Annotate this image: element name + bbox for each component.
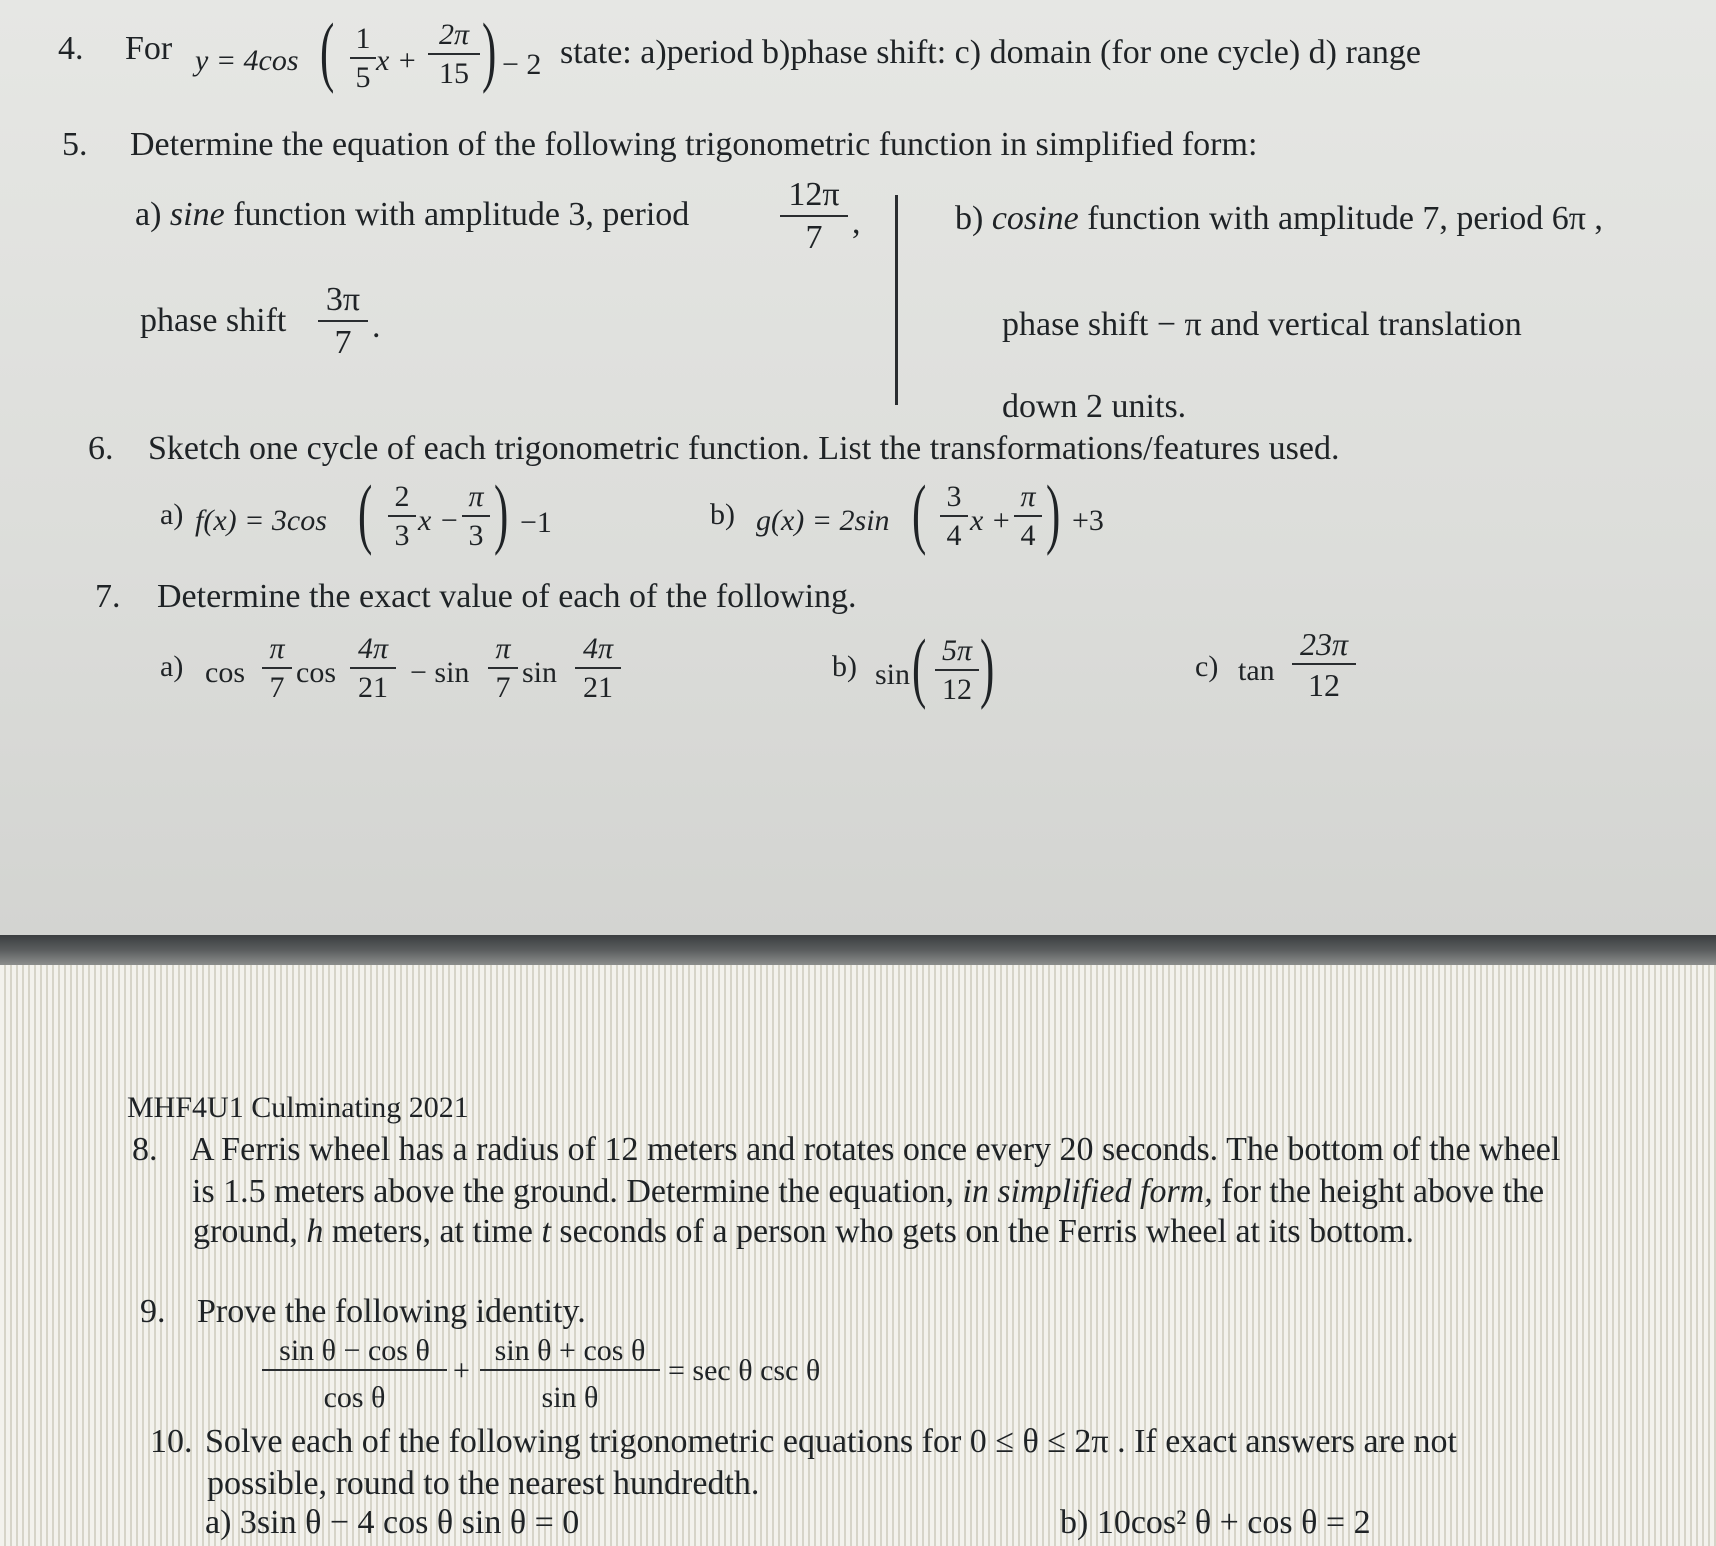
q10a-equation: a) 3sin θ − 4 cos θ sin θ = 0	[205, 1504, 580, 1541]
q7c-label: c)	[1195, 650, 1219, 683]
q8-line-1: A Ferris wheel has a radius of 12 meters and rotates once every 20 seconds. The bottom of the wheel	[190, 1131, 1561, 1168]
q7a-fraction-1: $\frac{\pi}{7}$	[262, 634, 292, 703]
q7a-fraction-4: $\frac{4\pi}{21}$	[575, 634, 621, 703]
q6b-label: b)	[710, 498, 735, 531]
q6a-left-paren: (	[358, 469, 373, 556]
q7b-left-paren: (	[912, 623, 927, 710]
q4-number: 4.	[58, 30, 84, 67]
q5b-vertical: down 2 units.	[1002, 388, 1187, 425]
q5a-comma: ,	[852, 204, 861, 241]
q6b-lhs: g(x) = 2sin	[756, 504, 890, 537]
q9-prompt: Prove the following identity.	[197, 1293, 586, 1330]
q4-minus-2: − 2	[502, 48, 542, 81]
q7c-tan: tan	[1238, 654, 1275, 687]
q9-fraction-1: $\frac{\text{sin θ − cos θ}}{\text{cos θ}}$	[262, 1336, 447, 1413]
q6b-left-paren: (	[912, 469, 927, 556]
q4-fraction-2: $\frac{2\pi}{15}$	[428, 20, 480, 89]
q9-plus: +	[453, 1354, 470, 1387]
q6-number: 6.	[88, 430, 114, 467]
q8-line-2: is 1.5 meters above the ground. Determine the equation, in simplified form, for the height above the	[192, 1173, 1545, 1210]
q7b-fraction: $\frac{5\pi}{12}$	[935, 636, 979, 705]
q7a-cos-2: cos	[296, 656, 336, 689]
q7a-fraction-2: $\frac{4\pi}{21}$	[350, 634, 396, 703]
q5-column-divider	[895, 195, 898, 405]
q6a-fraction-1: $\frac{2}{3}$	[388, 482, 416, 551]
q6-prompt: Sketch one cycle of each trigonometric function. List the transformations/features used.	[148, 430, 1340, 467]
q10-line-2: possible, round to the nearest hundredth.	[207, 1465, 760, 1502]
q9-rhs: = sec θ csc θ	[668, 1354, 821, 1387]
q5-prompt: Determine the equation of the following trigonometric function in simplified form:	[130, 126, 1258, 163]
q4-right-paren: )	[482, 7, 497, 94]
q8-line-3: ground, h meters, at time t seconds of a person who gets on the Ferris wheel at its bottom.	[193, 1213, 1414, 1250]
q6b-tail: +3	[1072, 504, 1104, 537]
q10b-equation: b) 10cos² θ + cos θ = 2	[1060, 1504, 1371, 1541]
q4-task-list: state: a)period b)phase shift: c) domain (for one cycle) d) range	[560, 34, 1421, 71]
q4-for: For	[125, 30, 173, 67]
q7b-right-paren: )	[980, 623, 995, 710]
q5a-text: a) sine function with amplitude 3, period	[135, 196, 690, 233]
q4-left-paren: (	[320, 7, 335, 94]
q7a-label: a)	[160, 650, 184, 683]
q6a-right-paren: )	[494, 469, 509, 556]
q6b-right-paren: )	[1046, 469, 1061, 556]
q10-line-1: Solve each of the following trigonometric equations for 0 ≤ θ ≤ 2π . If exact answers are not	[205, 1423, 1457, 1460]
q6b-x-plus: x +	[970, 504, 1012, 537]
q5a-period-fraction: $\frac{12\pi}{7}$	[780, 178, 848, 255]
q6b-fraction-1: $\frac{3}{4}$	[940, 482, 968, 551]
q6a-x-minus: x −	[418, 504, 460, 537]
q7c-fraction: $\frac{23\pi}{12}$	[1292, 628, 1356, 701]
q7a-fraction-3: $\frac{\pi}{7}$	[488, 634, 518, 703]
q7-prompt: Determine the exact value of each of the following.	[157, 578, 857, 615]
q7b-label: b)	[832, 650, 857, 683]
q8-number: 8.	[132, 1131, 158, 1168]
q10-number: 10.	[150, 1423, 193, 1460]
q6a-fraction-2: $\frac{\pi}{3}$	[462, 482, 490, 551]
q5a-phase-label: phase shift	[140, 302, 287, 339]
q9-number: 9.	[140, 1293, 166, 1330]
q9-fraction-2: $\frac{\text{sin θ + cos θ}}{\text{sin θ}}$	[480, 1336, 660, 1413]
q4-equation-lhs: y = 4cos	[195, 44, 299, 77]
q5b-text: b) cosine function with amplitude 7, period 6π ,	[955, 200, 1603, 237]
q6a-label: a)	[160, 498, 184, 531]
q6a-tail: −1	[520, 506, 552, 539]
q5b-phase: phase shift − π and vertical translation	[1002, 306, 1522, 343]
q6a-lhs: f(x) = 3cos	[195, 504, 327, 537]
page-2-header: MHF4U1 Culminating 2021	[127, 1091, 469, 1124]
q7a-minus-sin: − sin	[410, 656, 470, 689]
q7-number: 7.	[95, 578, 121, 615]
q4-x-plus: x +	[376, 44, 418, 77]
q5a-phase-fraction: $\frac{3\pi}{7}$	[318, 283, 368, 360]
q7a-cos-1: cos	[205, 656, 245, 689]
q5-number: 5.	[62, 126, 88, 163]
page-fold-shadow	[0, 935, 1716, 965]
q7a-sin-2: sin	[522, 656, 558, 689]
q6b-fraction-2: $\frac{\pi}{4}$	[1014, 482, 1042, 551]
q5a-period: .	[372, 308, 381, 345]
q4-fraction-1: $\frac{1}{5}$	[350, 24, 376, 93]
q7b-sin: sin	[875, 658, 911, 691]
